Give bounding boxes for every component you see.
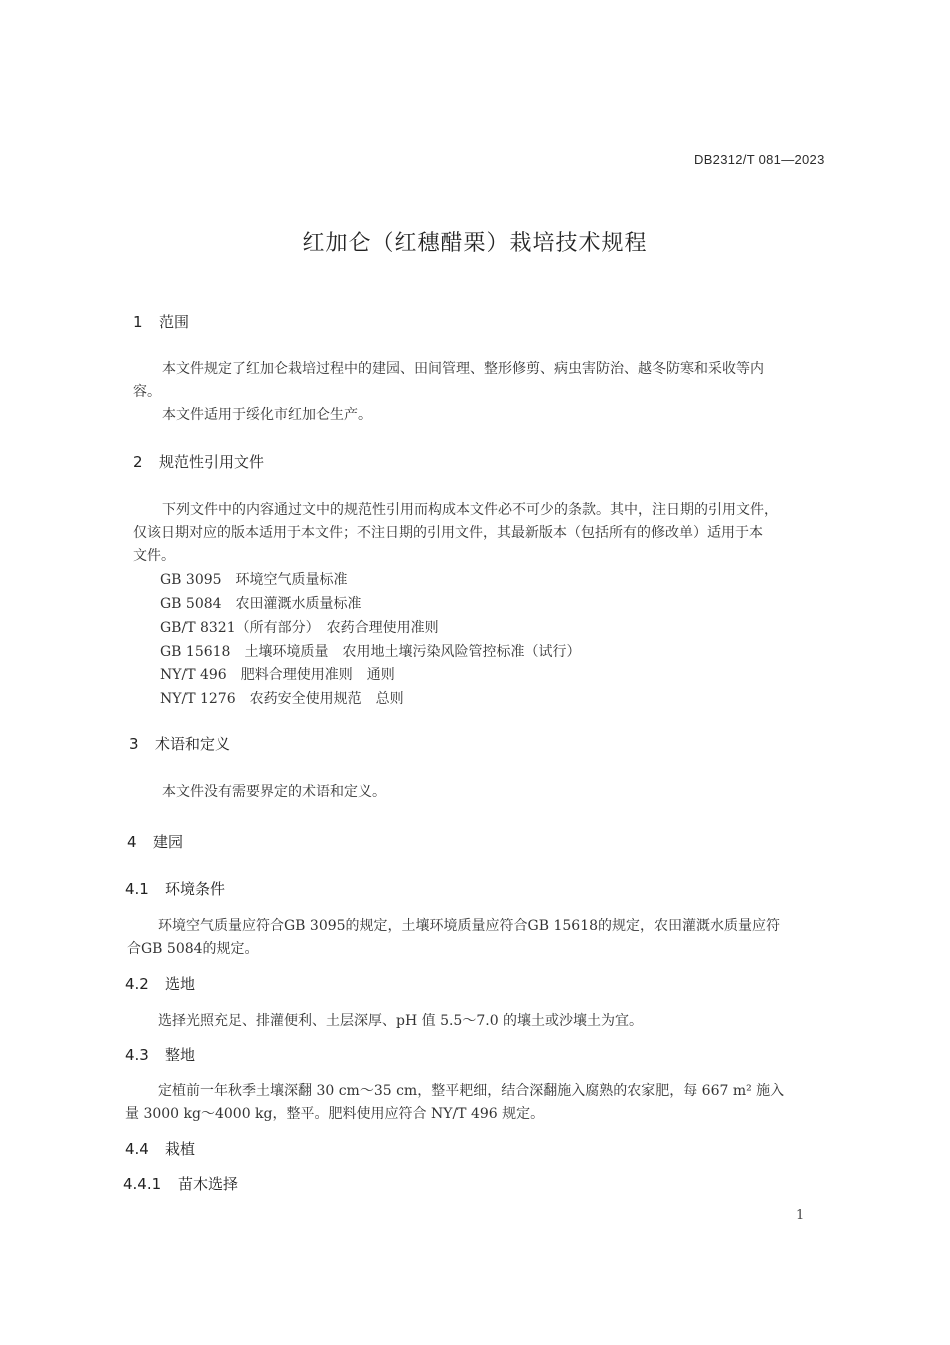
section-number: 4 — [127, 833, 137, 851]
subsection-title: 选地 — [165, 975, 196, 993]
paragraph-continued: 仅该日期对应的版本适用于本文件；不注日期的引用文件，其最新版本（包括所有的修改单）适用于本 — [133, 525, 763, 541]
subsection-4-3-heading — [125, 1044, 195, 1065]
section-4-heading — [127, 831, 183, 852]
paragraph: 环境空气质量应符合GB 3095的规定，土壤环境质量应符合GB 15618的规定，农田灌溉水质量应符 — [158, 918, 781, 934]
reference-item: NY/T 496 肥料合理使用准则 通则 — [160, 667, 395, 683]
section-3-heading — [129, 733, 230, 754]
subsection-title: 整地 — [165, 1046, 196, 1064]
paragraph: 本文件规定了红加仑栽培过程中的建园、田间管理、整形修剪、病虫害防治、越冬防寒和采收等内 — [162, 361, 764, 377]
section-title: 规范性引用文件 — [159, 453, 265, 471]
section-title: 建园 — [153, 833, 184, 851]
subsection-title: 环境条件 — [165, 880, 226, 898]
subsection-number: 4.4.1 — [123, 1175, 162, 1193]
document-number: DB2312/T 081—2023 — [694, 152, 825, 167]
subsection-number: 4.3 — [125, 1046, 149, 1064]
subsection-title: 苗木选择 — [178, 1175, 239, 1193]
section-number: 3 — [129, 735, 139, 753]
subsection-number: 4.4 — [125, 1140, 149, 1158]
page-number: 1 — [796, 1208, 805, 1223]
paragraph: 定植前一年秋季土壤深翻 30 cm～35 cm，整平耙细，结合深翻施入腐熟的农家肥，每 667 m² 施入 — [158, 1083, 785, 1099]
reference-item: NY/T 1276 农药安全使用规范 总则 — [160, 691, 404, 707]
section-title: 范围 — [159, 313, 190, 331]
subsection-number: 4.1 — [125, 880, 149, 898]
paragraph-continued: 容。 — [133, 384, 161, 400]
subsection-4-1-heading — [125, 878, 225, 899]
section-number: 1 — [133, 313, 143, 331]
paragraph: 本文件适用于绥化市红加仑生产。 — [162, 407, 372, 423]
paragraph: 本文件没有需要界定的术语和定义。 — [162, 784, 386, 800]
reference-item: GB 15618 土壤环境质量 农用地土壤污染风险管控标准（试行） — [160, 644, 581, 660]
reference-item: GB 5084 农田灌溉水质量标准 — [160, 596, 362, 612]
paragraph-continued: 量 3000 kg～4000 kg，整平。肥料使用应符合 NY/T 496 规定。 — [125, 1106, 545, 1122]
subsection-4-4-heading — [125, 1138, 195, 1159]
subsection-4-2-heading — [125, 973, 195, 994]
section-2-heading — [133, 451, 264, 472]
subsection-number: 4.2 — [125, 975, 149, 993]
paragraph: 下列文件中的内容通过文中的规范性引用而构成本文件必不可少的条款。其中，注日期的引用文件， — [162, 502, 778, 518]
subsection-title: 栽植 — [165, 1140, 196, 1158]
page-title: 红加仑（红穗醋栗）栽培技术规程 — [302, 231, 648, 256]
paragraph: 选择光照充足、排灌便利、土层深厚、pH 值 5.5～7.0 的壤土或沙壤土为宜。 — [158, 1013, 644, 1029]
paragraph-continued: 文件。 — [133, 548, 175, 564]
paragraph-continued: 合GB 5084的规定。 — [127, 941, 259, 957]
section-number: 2 — [133, 453, 143, 471]
section-1-heading — [133, 311, 189, 332]
reference-item: GB 3095 环境空气质量标准 — [160, 572, 348, 588]
subsection-4-4-1-heading — [123, 1173, 238, 1194]
section-title: 术语和定义 — [155, 735, 231, 753]
reference-item: GB/T 8321（所有部分） 农药合理使用准则 — [160, 620, 439, 636]
